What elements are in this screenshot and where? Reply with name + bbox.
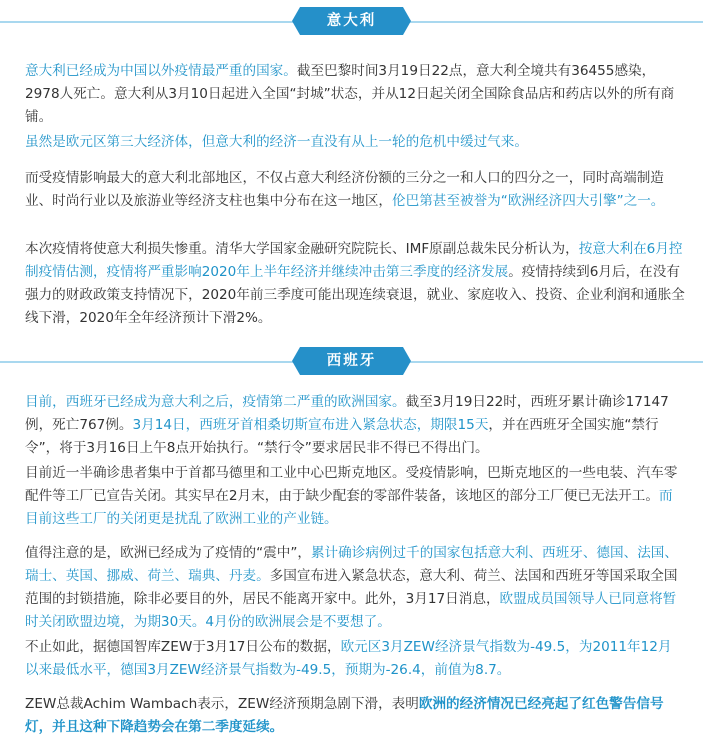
paragraph [25, 391, 685, 460]
tab-notch-right [403, 7, 411, 35]
paragraph [25, 60, 685, 129]
paragraph-run: 截至巴黎时间3月19日22点，意大利全境共有36455感染，2978人死亡。意大利从3月10日起进入全国“封城”状态，并从12日起关闭全国除食品店和药店以外的所有商铺。 [25, 63, 675, 125]
section-header-spain [0, 344, 703, 380]
paragraph-run: 不止如此，据德国智库ZEW于3月17日公布的数据， [25, 639, 341, 655]
paragraph-run: 欧盟成员国领导人已同意将暂时关闭欧盟边境，为期30天。4月份的欧洲展会是不要想了。 [25, 591, 677, 630]
paragraph [25, 131, 685, 154]
paragraph-run: 截至3月19日22时，西班牙累计确诊17147例，死亡767例。 [25, 394, 669, 433]
paragraph [25, 693, 685, 739]
paragraph-run: ，并在西班牙全国实施“禁行令”，将于3月16日上午8点开始执行。“禁行令”要求居民非不得已不得出门。 [25, 417, 659, 456]
paragraph [25, 238, 685, 330]
paragraph-run: ZEW总裁Achim Wambach表示，ZEW经济预期急剧下滑，表明 [25, 696, 419, 712]
tab-notch-right [403, 347, 411, 375]
paragraph-run: 欧元区3月ZEW经济景气指数为-49.5，为2011年12月以来最低水平，德国3月ZEW经济景气指数为-49.5，预期为-26.4，前值为8.7。 [25, 639, 672, 678]
paragraph [25, 636, 685, 682]
tab-notch-left [292, 347, 300, 375]
paragraph [25, 167, 685, 213]
section-tab [300, 7, 403, 35]
paragraph-run: 值得注意的是，欧洲已经成为了疫情的“震中”， [25, 545, 311, 561]
paragraph-run: 而受疫情影响最大的意大利北部地区，不仅占意大利经济份额的三分之一和人口的四分之一，同时高端制造业、时尚行业以及旅游业等经济支柱也集中分布在这一地区， [25, 170, 664, 209]
paragraph-run: 欧洲的经济情况已经亮起了红色警告信号灯，并且这种下降趋势会在第二季度延续。 [25, 696, 664, 735]
paragraph-run: 累计确诊病例过千的国家包括意大利、西班牙、德国、法国、瑞士、英国、挪威、荷兰、瑞典、丹麦。 [25, 545, 678, 584]
paragraph-run: 而目前这些工厂的关闭更是扰乱了欧洲工业的产业链。 [25, 488, 673, 527]
paragraph-run: 。疫情持续到6月后，在没有强力的财政政策支持情况下，2020年前三季度可能出现连续衰退，就业、家庭收入、投资、企业利润和通胀全线下滑，2020年全年经济预计下滑2%。 [25, 264, 685, 326]
paragraph-run: 虽然是欧元区第三大经济体，但意大利的经济一直没有从上一轮的危机中缓过气来。 [25, 134, 528, 150]
tab-notch-left [292, 7, 300, 35]
paragraph-run: 本次疫情将使意大利损失惨重。清华大学国家金融研究院院长、IMF原副总裁朱民分析认为， [25, 241, 579, 257]
paragraph-run: 3月14日，西班牙首相桑切斯宣布进入紧急状态，期限15天 [132, 417, 489, 433]
paragraph-run: 多国宣布进入紧急状态，意大利、荷兰、法国和西班牙等国采取全国范围的封锁措施，除非必要目的外，居民不能离开家中。此外，3月17日消息， [25, 568, 678, 607]
paragraph-run: 按意大利在6月控制疫情估测，疫情将严重影响2020年上半年经济并继续冲击第三季度的经济发展 [25, 241, 683, 280]
paragraph [25, 462, 685, 531]
section-header-italy [0, 4, 703, 40]
paragraph-run: 目前近一半确诊患者集中于首都马德里和工业中心巴斯克地区。受疫情影响，巴斯克地区的一些电装、汽车零配件等工厂已宣告关闭。其实早在2月末，由于缺少配套的零部件装备，该地区的部分工厂便已无法开工。 [25, 465, 678, 504]
paragraph-run: 目前，西班牙已经成为意大利之后，疫情第二严重的欧洲国家。 [25, 394, 406, 410]
section-title-spain: 西班牙 [300, 347, 403, 375]
paragraph [25, 542, 685, 634]
paragraph-run: 意大利已经成为中国以外疫情最严重的国家。 [25, 63, 297, 79]
section-tab [300, 347, 403, 375]
section-title-italy: 意大利 [300, 7, 403, 35]
paragraph-run: 伦巴第甚至被誉为“欧洲经济四大引擎”之一。 [392, 193, 665, 209]
